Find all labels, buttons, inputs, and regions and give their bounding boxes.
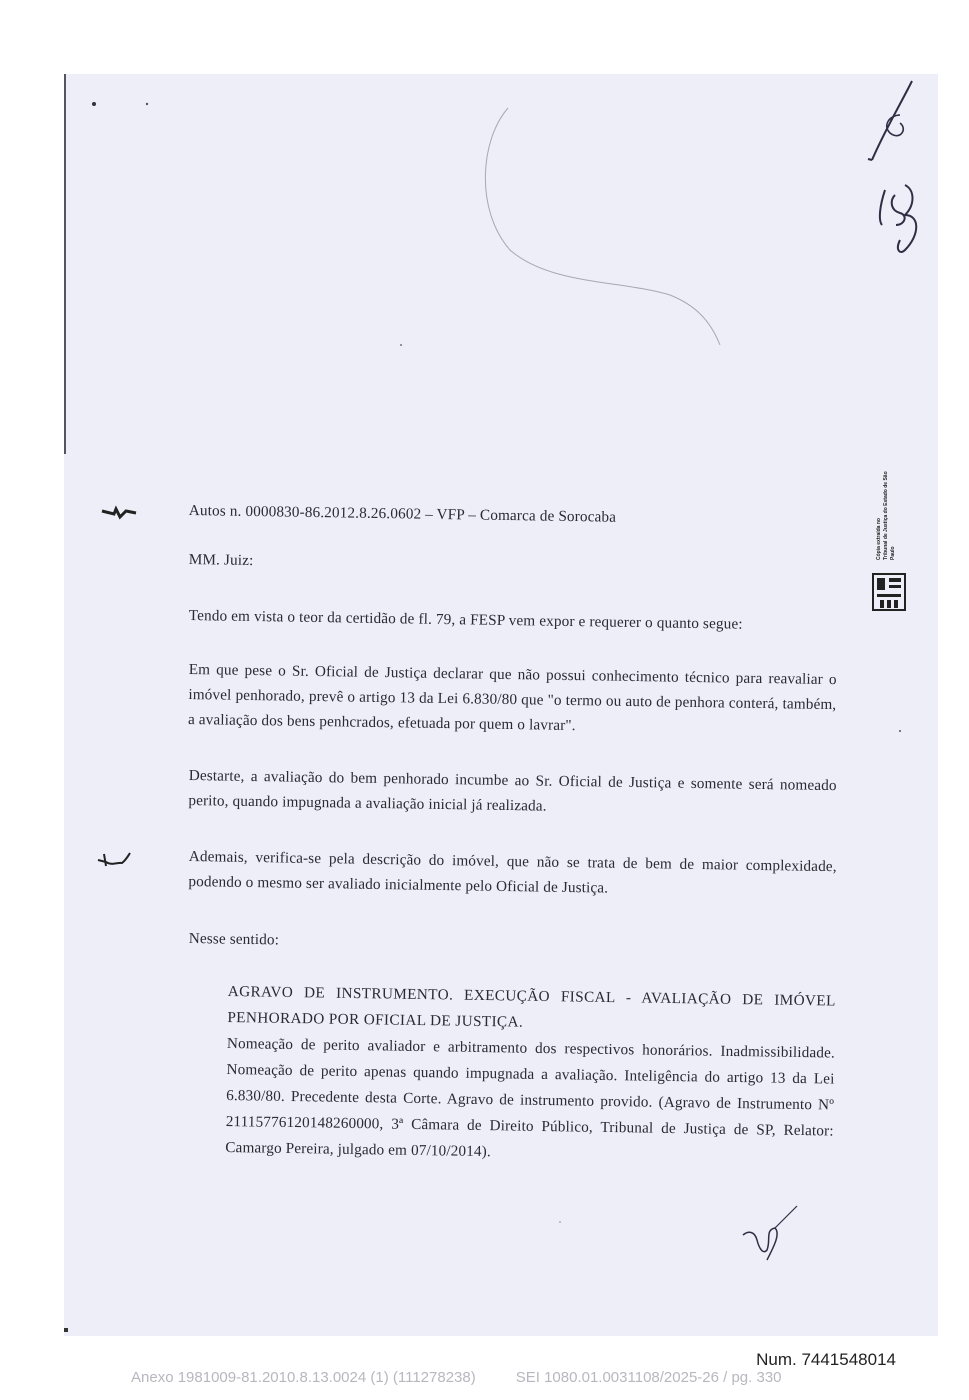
paragraph-ademais: Ademais, verifica-se pela descrição do imóvel, que não se trata de bem de maior complexidade, podendo o mesmo ser avaliado inicialmente pelo Oficial de Justiça. bbox=[188, 847, 837, 897]
paragraph-destarte: Destarte, a avaliação do bem penhorado incumbe ao Sr. Oficial de Justiça e somente será nomeado perito, quando impugnada a avaliação inicial já realizada. bbox=[188, 766, 837, 815]
paragraph-legal-basis: Em que pese o Sr. Oficial de Justiça declarar que não possui conhecimento técnico para reavaliar o imóvel penhorado, prevê o artigo 13 da Lei 6.830/80 que "o termo ou auto de penhora conterá, também, a avaliação dos bens penhcrados, efetuada por quem o lavrar". bbox=[187, 660, 837, 735]
margin-scribble-2 bbox=[96, 848, 136, 873]
faint-curve-mark bbox=[470, 100, 730, 350]
annex-reference bbox=[131, 1369, 782, 1386]
document-number: Num. 7441548014 bbox=[756, 1350, 896, 1369]
court-stamp-seal bbox=[872, 572, 906, 612]
quote-body: Nomeação de perito avaliador e arbitramento dos respectivos honorários. Inadmissibilidade. Nomeação de perito apenas quando impugnada a avaliação. Inteligência do artigo 13 da Lei 6.830/80. Precedente desta Corte. Agravo de instrumento provido. (Agravo de Instrumento Nº 21115776120148260000, 3ª Câmara de Direito Público, Tribunal de Justiça de SP, Relator: Camargo Pereira, julgado em 07/10/2014). bbox=[225, 1034, 836, 1161]
signature-initials bbox=[735, 1200, 805, 1270]
intro-paragraph: Tendo em vista o teor da certidão de fl. 79, a FESP vem expor e requerer o quanto segue: bbox=[188, 606, 743, 633]
sei-page-ref: SEI 1080.01.0031108/2025-26 / pg. 330 bbox=[515, 1369, 782, 1386]
quote-heading: AGRAVO DE INSTRUMENTO. EXECUÇÃO FISCAL - AVALIAÇÃO DE IMÓVEL PENHORADO POR OFICIAL DE JUSTIÇA. bbox=[227, 982, 836, 1031]
salutation: MM. Juiz: bbox=[188, 550, 254, 570]
lead-in: Nesse sentido: bbox=[188, 929, 280, 949]
case-header: Autos n. 0000830-86.2012.8.26.0602 – VFP – Comarca de Sorocaba bbox=[188, 501, 617, 526]
case-law-quote bbox=[225, 979, 836, 1171]
margin-scribble-1 bbox=[100, 505, 140, 525]
handwritten-folio-mark bbox=[860, 75, 930, 275]
annex-id: Anexo 1981009-81.2010.8.13.0024 (1) (111278238) bbox=[131, 1369, 476, 1386]
court-stamp-text: Cópia extraída no Tribunal de Justiça do Estado de São Paulo bbox=[876, 471, 896, 560]
